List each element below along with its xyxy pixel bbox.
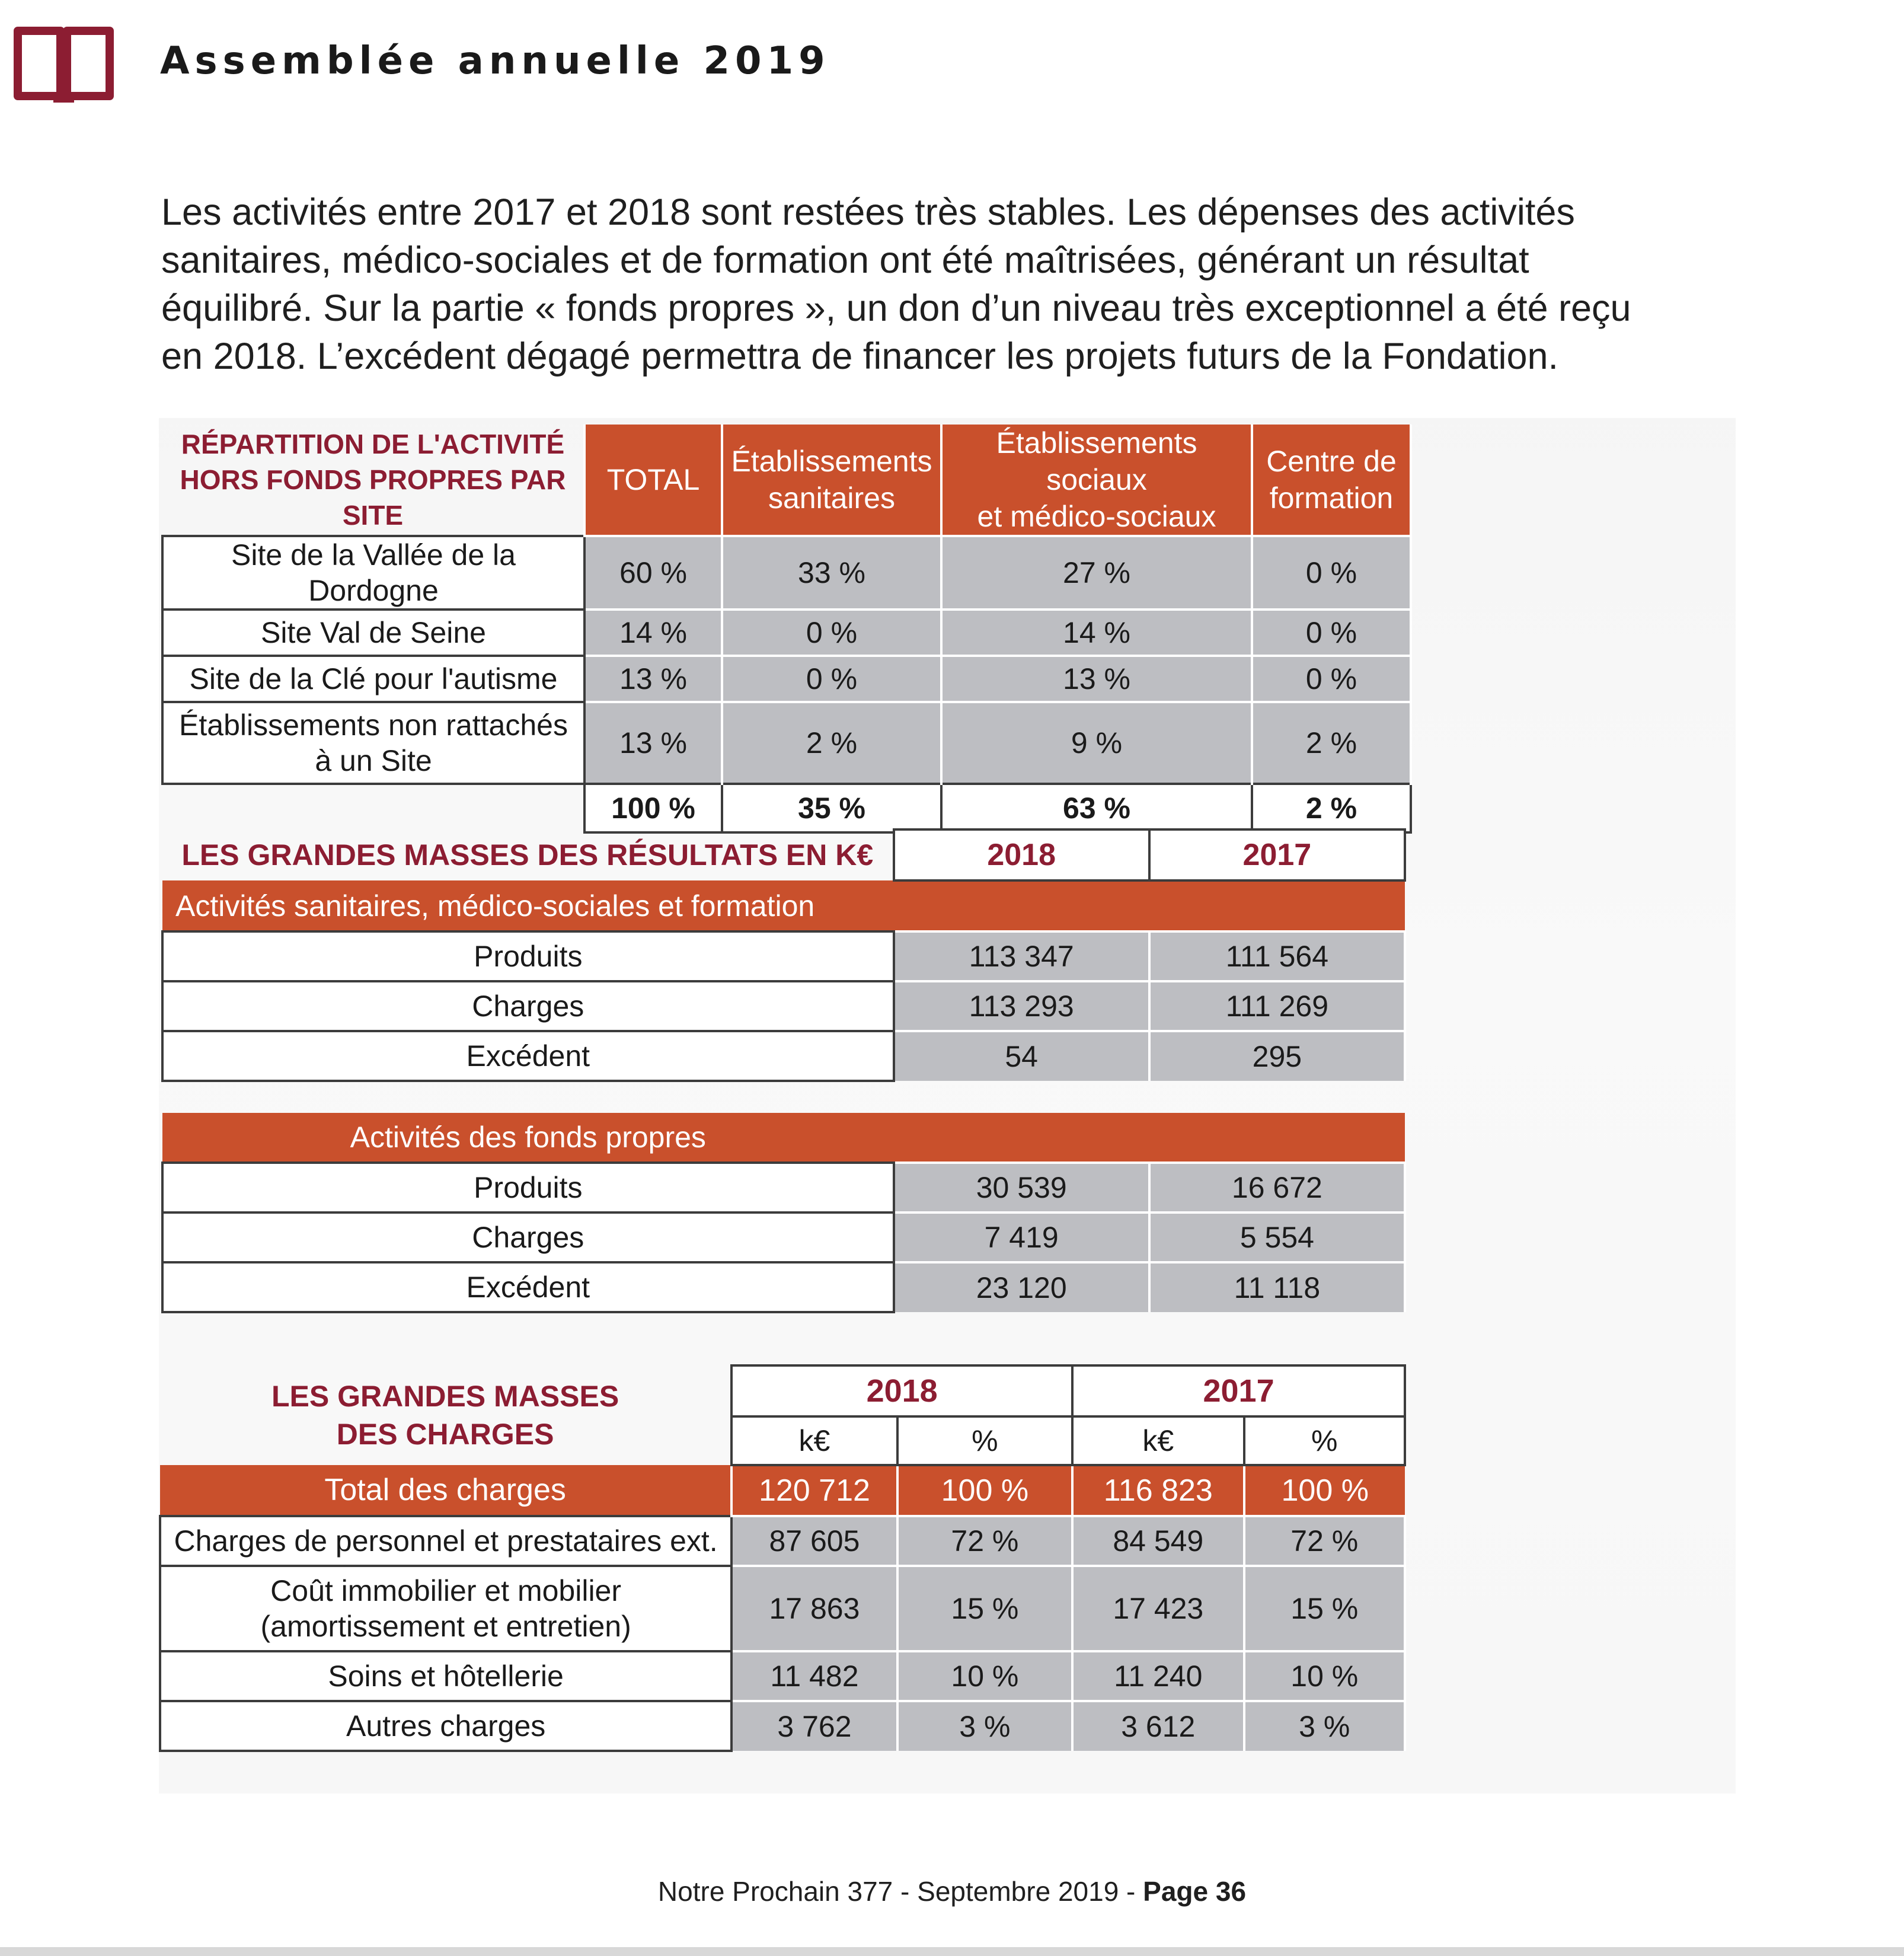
cell-ke-2018: 3 762 [731,1701,897,1751]
cell-2018: 113 293 [894,981,1149,1031]
cell-ke-2017: 3 612 [1072,1701,1244,1751]
header-sociaux-l1: Établissements sociaux [996,426,1197,496]
table-row [160,1651,1405,1701]
cell-2018: 54 [894,1031,1149,1081]
unit-pct-2018: % [897,1416,1072,1465]
year-2017: 2017 [1072,1365,1405,1416]
cell-ke-2017: 17 423 [1072,1566,1244,1651]
total-formation: 2 % [1252,784,1411,832]
repartition-table [161,425,1412,834]
cell-formation: 0 % [1252,536,1411,610]
cell-sanitaires: 33 % [722,536,941,610]
table-row [160,1701,1405,1751]
table-row [160,1516,1405,1566]
header-sanitaires-l1: Établissements [731,445,932,478]
table-row [162,702,1411,784]
cell-2018: 113 347 [894,931,1149,981]
cell-pct-2017: 72 % [1244,1516,1405,1566]
row-label: Charges [162,981,894,1031]
header-sanitaires-l2: sanitaires [768,481,895,515]
cell-2017: 111 564 [1149,931,1405,981]
cell-sociaux: 27 % [941,536,1252,610]
cell-2017: 11 118 [1149,1262,1405,1312]
cell-total: 14 % [584,610,722,656]
cell-total: 60 % [584,536,722,610]
table-row [162,610,1411,656]
resultats-table [161,828,1406,1313]
charges-title-line1: LES GRANDES MASSES [271,1380,619,1413]
row-label [162,702,584,784]
header-sociaux-l2: et médico-sociaux [977,500,1216,533]
table-row [162,931,1405,981]
cell-2017: 16 672 [1149,1163,1405,1212]
total-ke-2018: 120 712 [731,1465,897,1516]
cell-pct-2018: 10 % [897,1651,1072,1701]
unit-pct-2017: % [1244,1416,1405,1465]
cell-sanitaires: 2 % [722,702,941,784]
table-row [162,656,1411,702]
empty-cell [162,784,584,832]
total-ke-2017: 116 823 [1072,1465,1244,1516]
total-total: 100 % [584,784,722,832]
year-2018: 2018 [894,829,1149,880]
cell-pct-2018: 72 % [897,1516,1072,1566]
scan-edge [0,1947,1904,1956]
section-sanitaires-band: Activités sanitaires, médico-sociales et formation [162,880,1405,931]
page-header [12,24,960,113]
total-sanitaires: 35 % [722,784,941,832]
cell-total: 13 % [584,702,722,784]
header-formation-l2: formation [1269,481,1394,515]
cell-sociaux: 13 % [941,656,1252,702]
row-label-l2: (amortissement et entretien) [260,1610,631,1643]
row-label-l1: Établissements non rattachés [179,709,568,742]
table-row [160,1566,1405,1651]
spacer [162,1081,1405,1113]
cell-pct-2018: 15 % [897,1566,1072,1651]
row-label-l2: à un Site [315,744,432,777]
resultats-title: LES GRANDES MASSES DES RÉSULTATS EN K€ [181,838,874,872]
header-sociaux [941,425,1252,536]
cell-sanitaires: 0 % [722,656,941,702]
table-row [162,981,1405,1031]
cell-ke-2018: 11 482 [731,1651,897,1701]
row-label: Charges de personnel et prestataires ext. [160,1516,731,1566]
table-row [162,1262,1405,1312]
total-sociaux: 63 % [941,784,1252,832]
section-fonds-propres-band-fill [894,1113,1405,1163]
repartition-title-line2: HORS FONDS PROPRES PAR SITE [180,464,566,531]
cell-ke-2017: 84 549 [1072,1516,1244,1566]
cell-2018: 23 120 [894,1262,1149,1312]
intro-paragraph: Les activités entre 2017 et 2018 sont restées très stables. Les dépenses des activités sanitaires, médico-sociales et de formation ont été maîtrisées, générant un résultat équilibré. Sur la partie « fonds propres », un don d’un niveau très exceptionnel a été reçu en 2018. L’excédent dégagé permettra de financer les projets futurs de la Fondation. [161,192,1631,377]
cell-pct-2018: 3 % [897,1701,1072,1751]
section-fonds-propres-band: Activités des fonds propres [162,1113,894,1163]
row-label: Site de la Vallée de la Dordogne [162,536,584,610]
header-sanitaires [722,425,941,536]
book-icon [12,24,116,104]
cell-2017: 295 [1149,1031,1405,1081]
header-formation [1252,425,1411,536]
page-number: Page 36 [1143,1876,1247,1907]
charges-table [159,1364,1406,1752]
repartition-title-line1: RÉPARTITION DE L'ACTIVITÉ [181,429,565,460]
cell-sociaux: 14 % [941,610,1252,656]
table-row [162,1031,1405,1081]
total-charges-label: Total des charges [160,1465,731,1516]
repartition-title [162,425,584,536]
cell-2018: 7 419 [894,1212,1149,1262]
cell-total: 13 % [584,656,722,702]
charges-title [160,1365,731,1465]
row-label: Produits [162,931,894,981]
header-formation-l1: Centre de [1266,445,1397,478]
cell-2018: 30 539 [894,1163,1149,1212]
row-label: Excédent [162,1031,894,1081]
cell-formation: 0 % [1252,656,1411,702]
header-total: TOTAL [584,425,722,536]
cell-ke-2017: 11 240 [1072,1651,1244,1701]
row-label: Autres charges [160,1701,731,1751]
cell-pct-2017: 10 % [1244,1651,1405,1701]
page-footer [0,1875,1904,1907]
cell-pct-2017: 3 % [1244,1701,1405,1751]
total-charges-row [160,1465,1405,1516]
cell-formation: 0 % [1252,610,1411,656]
table-row [162,1163,1405,1212]
cell-pct-2017: 15 % [1244,1566,1405,1651]
cell-ke-2018: 87 605 [731,1516,897,1566]
year-2017: 2017 [1149,829,1405,880]
totals-row [162,784,1411,832]
cell-sociaux: 9 % [941,702,1252,784]
page-title: Assemblée annuelle 2019 [160,39,830,83]
charges-title-line2: DES CHARGES [336,1418,554,1451]
cell-2017: 111 269 [1149,981,1405,1031]
row-label: Produits [162,1163,894,1212]
row-label: Charges [162,1212,894,1262]
cell-sanitaires: 0 % [722,610,941,656]
row-label: Soins et hôtellerie [160,1651,731,1701]
table-row [162,536,1411,610]
unit-ke-2018: k€ [731,1416,897,1465]
table-row [162,1212,1405,1262]
unit-ke-2017: k€ [1072,1416,1244,1465]
cell-ke-2018: 17 863 [731,1566,897,1651]
total-pct-2017: 100 % [1244,1465,1405,1516]
row-label: Excédent [162,1262,894,1312]
row-label: Site de la Clé pour l'autisme [162,656,584,702]
row-label [160,1566,731,1651]
year-2018: 2018 [731,1365,1072,1416]
cell-formation: 2 % [1252,702,1411,784]
total-pct-2018: 100 % [897,1465,1072,1516]
cell-2017: 5 554 [1149,1212,1405,1262]
row-label-l1: Coût immobilier et mobilier [270,1574,622,1607]
row-label: Site Val de Seine [162,610,584,656]
footer-text: Notre Prochain 377 - Septembre 2019 - [657,1876,1143,1907]
